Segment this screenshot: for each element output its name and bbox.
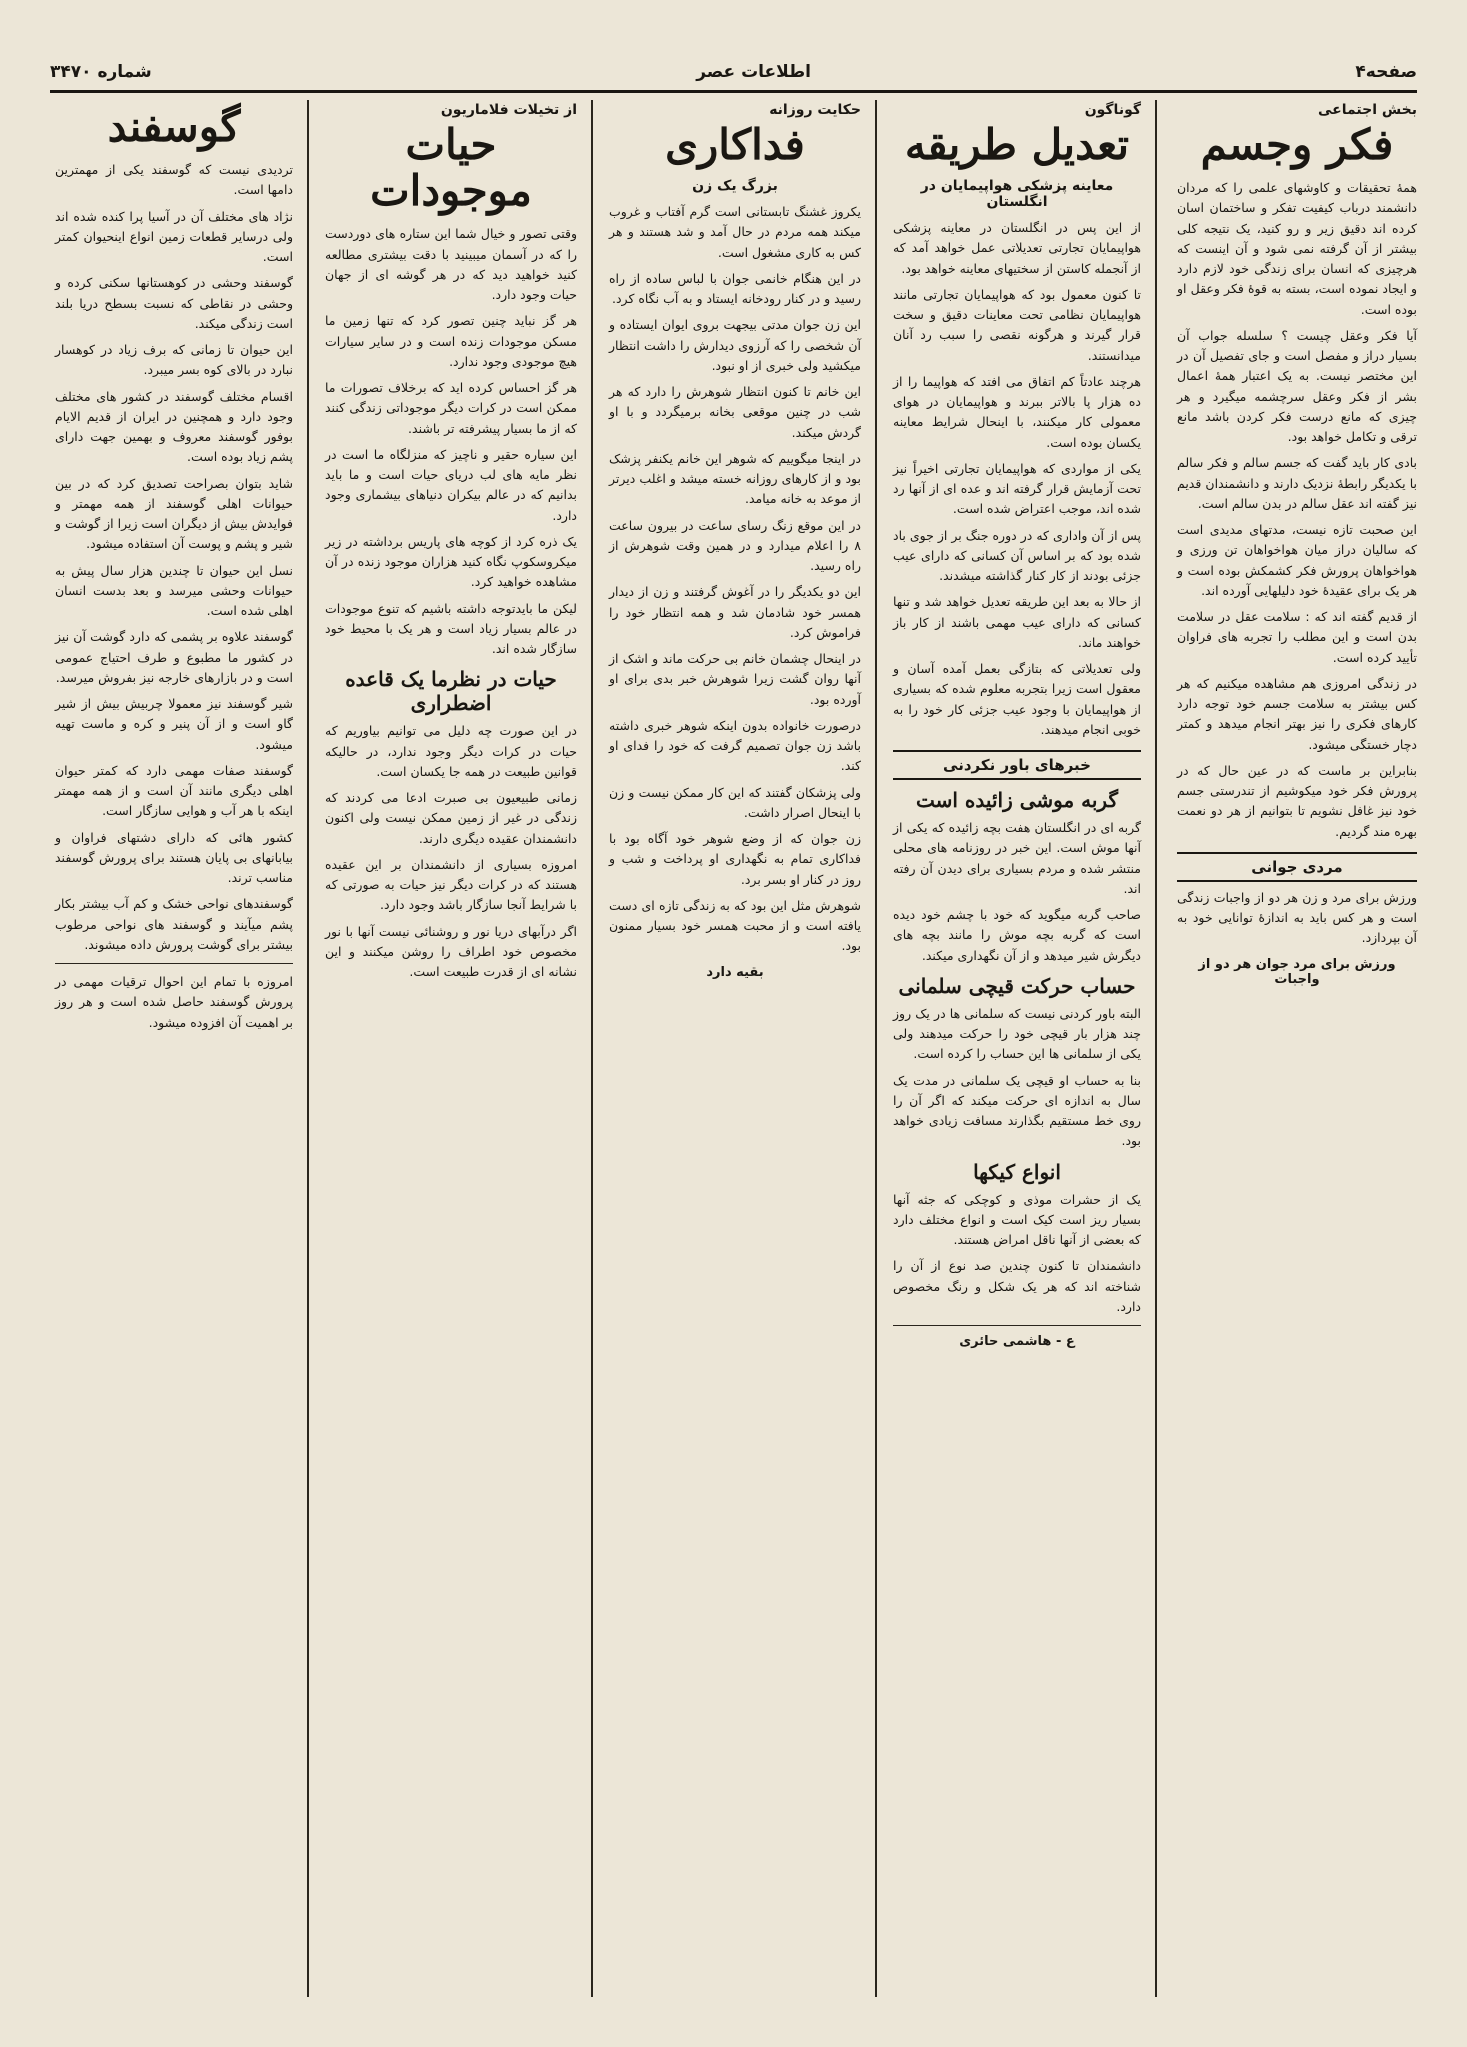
article-paragraph: شوهرش مثل این بود که به زندگی تازه ای دست یافته است و از محبت همسر خود بسیار ممنون بود. bbox=[609, 897, 861, 954]
article-headline: فداکاری bbox=[665, 120, 805, 169]
divider bbox=[893, 1325, 1141, 1326]
article-paragraph: در زندگی امروزی هم مشاهده میکنیم که هر کس بیشتر به سلامت جسم خود توجه دارد کارهای فکری را نیز بهتر انجام میدهد و کمتر دچار خستگی میشود. bbox=[1177, 675, 1417, 752]
article-paragraph: کشور هائی که دارای دشتهای فراوان و بیابانهای بی پایان هستند برای پرورش گوسفند مناسب ترند. bbox=[55, 829, 293, 886]
article-paragraph: صاحب گربه میگوید که خود با چشم خود دیده است که گربه بچه موش را مانند بچه های دیگرش شیر میدهد و از آن نگهداری میکند. bbox=[893, 907, 1141, 963]
article-paragraph: در این هنگام خانمی جوان با لباس ساده از راه رسید و در کنار رودخانه ایستاد و به آب نگاه کرد. bbox=[609, 270, 861, 307]
article-paragraph: بنا به حساب او قیچی یک سلمانی در مدت یک سال به اندازه ای حرکت میکند که اگر آن را روی خط مستقیم بگذارند مسافت زیادی خواهد بود. bbox=[893, 1072, 1141, 1149]
article-paragraph: امروزه با تمام این احوال ترقیات مهمی در پرورش گوسفند حاصل شده است و هر روز بر اهمیت آن افزوده میشود. bbox=[55, 974, 293, 1030]
article-paragraph: یکروز غشنگ تابستانی است گرم آفتاب و غروب میکند همه مردم در حال آمد و شد هستند و هر کس به کاری مشغول است. bbox=[609, 204, 861, 260]
column-kicker: بخش اجتماعی bbox=[1318, 102, 1417, 118]
article-paragraph: تا کنون معمول بود که هواپیمایان تجارتی مانند هواپیمایان نظامی تحت معاینات دقیق و سخت قرار گیرند و هرگونه نقصی را سبب رد آنان میدانستند. bbox=[893, 286, 1141, 363]
article-paragraph: زمانی طبیعیون بی صبرت ادعا می کردند که زندگی در غیر از زمین ممکن نیست ولی اکنون دانشمندان عقیده دیگری دارند. bbox=[325, 790, 577, 846]
article-paragraph: گوسفند وحشی در کوهستانها سکنی کرده و وحشی در نقاطی که نسبت بسطح دریا بلند است زندگی میکند. bbox=[55, 275, 293, 331]
article-paragraph: این صحبت تازه نیست، مدتهای مدیدی است که سالیان دراز میان هواخواهان تن ورزی و هواخواهان پرورش فکر کشمکش بوده است و هر یک برای عقیدهٔ خود دلیلهایی آورده اند. bbox=[1177, 522, 1417, 598]
article-subhead: معاینه پزشکی هواپیمایان در انگلستان bbox=[920, 178, 1114, 211]
article-paragraph: هرچند عادتاً کم اتفاق می افتد که هواپیما را از ده هزار پا بالاتر ببرند و هواپیمایان در هوای معمولی کار میکنند، با اینحال شرایط معاینه یکسان بوده است. bbox=[893, 373, 1141, 450]
article-paragraph: زن جوان که از وضع شوهر خود آگاه بود با فداکاری تمام به نگهداری او پرداخت و شب و روز در کنار او بسر برد. bbox=[609, 831, 861, 887]
article-paragraph: ورزش برای مرد و زن هر دو از واجبات زندگی است و هر کس باید به اندازهٔ توانایی خود به آن بپردازد. bbox=[1177, 889, 1417, 946]
article-paragraph: شاید بتوان بصراحت تصدیق کرد که در بین حیوانات اهلی گوسفند از همه مهمتر و فوایدش بیش از دیگران است زیرا از گوشت و شیر و پشم و پوست آن استفاده میشود. bbox=[55, 475, 293, 552]
article-paragraph: هر گز نباید چنین تصور کرد که تنها زمین ما مسکن موجودات زنده است و در سایر سیارات هیچ موجودی وجود ندارد. bbox=[325, 313, 577, 369]
continued-label: بقیه دارد bbox=[706, 964, 764, 980]
news-headline: گربه موشی زائیده است bbox=[916, 788, 1118, 813]
article-paragraph: این حیوان تا زمانی که برف زیاد در کوهسار نبارد در بالای کوه بسر میبرد. bbox=[55, 342, 293, 378]
article-paragraph: پس از آن واداری که در دوره جنگ بر از جوی باد شده بود که بر اساس آن کسانی که دارای عیب جزئی بودند از کار کنار گذاشته میشدند. bbox=[893, 527, 1141, 584]
article-paragraph: بادی کار باید گفت که جسم سالم و فکر سالم با یکدیگر رابطهٔ نزدیک دارند و دانشمندان قدیم نیز گفته اند عقل سالم در بدن سالم است. bbox=[1177, 455, 1417, 511]
article-paragraph: در این صورت چه دلیل می توانیم بیاوریم که حیات در کرات دیگر وجود ندارد، در حالیکه قوانین طبیعت در همه جا یکسان است. bbox=[325, 723, 577, 779]
article-headline: تعدیل طریقه bbox=[904, 120, 1130, 169]
author-signature: ع - هاشمی حائری bbox=[959, 1334, 1075, 1350]
news-headline: انواع کیکها bbox=[973, 1159, 1061, 1184]
masthead-rule bbox=[50, 90, 1417, 93]
issue-number: شماره ۳۴۷۰ bbox=[50, 62, 152, 82]
article-paragraph: نسل این حیوان تا چندین هزار سال پیش به حیوانات وحشی میرسد و بعد بدست انسان اهلی شده است. bbox=[55, 562, 293, 619]
news-headline: حساب حرکت قیچی سلمانی bbox=[898, 973, 1136, 998]
article-paragraph: امروزه بسیاری از دانشمندان بر این عقیده هستند که در کرات دیگر نیز حیات به صورتی که با شرایط آنجا سازگار باشد وجود دارد. bbox=[325, 856, 577, 913]
article-paragraph: یک از حشرات موذی و کوچکی که جثه آنها بسیار ریز است کیک است و انواع مختلف دارد که بعضی از آنها ناقل امراض هستند. bbox=[893, 1191, 1141, 1248]
article-paragraph: درصورت خانواده بدون اینکه شوهر خبری داشته باشد زن جوان تصمیم گرفت که خود را فدای او کند. bbox=[609, 717, 861, 774]
column-fadakari bbox=[599, 100, 871, 1997]
article-paragraph: در اینجا میگوییم که شوهر این خانم یکنفر پزشک بود و از کارهای روزانه خسته میشد و اغلب دیرتر از موعد به خانه میامد. bbox=[609, 450, 861, 507]
article-paragraph: در این موقع زنگ رسای ساعت در بیرون ساعت ۸ را اعلام میدارد و در همین وقت شوهرش از راه رسید. bbox=[609, 517, 861, 574]
article-paragraph: آیا فکر وعقل چیست ؟ سلسله جواب آن بسیار دراز و مفصل است و جای تفصیل آن در این مختصر نیست. به یک اعتبار همهٔ اعمال بشر از فکر وعقل سرچشمه میگیرد و هر چیزی که مانع درست فکر کردن باشد مانع ترقی و تکامل خواهد بود. bbox=[1177, 327, 1417, 445]
article-headline: فکر وجسم bbox=[1200, 120, 1394, 169]
article-headline: گوسفند bbox=[107, 102, 241, 151]
article-paragraph: گوسفند صفات مهمی دارد که کمتر حیوان اهلی دیگری مانند آن است و از همه مهمتر اینکه با هر آب و هوایی سازگار است. bbox=[55, 762, 293, 819]
section-title: مردی جوانی bbox=[1177, 852, 1417, 882]
divider bbox=[55, 963, 293, 964]
article-paragraph: لیکن ما بایدتوجه داشته باشیم که تنوع موجودات در عالم بسیار زیاد است و هر یک با محیط خود سازگار شده اند. bbox=[325, 600, 577, 657]
paper-name: اطلاعات عصر bbox=[696, 62, 811, 82]
column-divider bbox=[307, 100, 309, 1997]
article-paragraph: یکی از مواردی که هواپیمایان تجارتی اخیراً نیز تحت آزمایش قرار گرفته اند و عده ای از آنها رد شده اند، موجب اعتراض شده است. bbox=[893, 460, 1141, 517]
article-paragraph: وقتی تصور و خیال شما این ستاره های دوردست را که در آسمان میبینید با دقت بیشتری مطالعه کنید خواهید دید که در هر گوشه ای از جهان حیات وجود دارد. bbox=[325, 226, 577, 303]
article-paragraph: گربه ای در انگلستان هفت بچه زائیده که یکی از آنها موش است. این خبر در روزنامه های محلی منتشر شده و مردم بسیاری برای دیدن آن رفته اند. bbox=[893, 820, 1141, 896]
article-paragraph: دانشمندان تا کنون چندین صد نوع از آن را شناخته اند که هر یک شکل و رنگ مخصوص دارد. bbox=[893, 1258, 1141, 1314]
article-subheadline: حیات در نظرما یک قاعده اضطراری bbox=[345, 667, 557, 716]
column-fekr-va-jesm bbox=[1167, 100, 1427, 1997]
article-paragraph: نژاد های مختلف آن در آسیا پرا کنده شده اند ولی درسایر قطعات زمین انواع اینحیوان کمتر است. bbox=[55, 208, 293, 265]
article-paragraph: ولی تعدیلاتی که بتازگی بعمل آمده آسان و معقول است زیرا بتجربه معلوم شده که بسیاری از هواپیمایان با وجود عیب جزئی کار خود را به خوبی انجام میدهند. bbox=[893, 661, 1141, 737]
article-paragraph: البته باور کردنی نیست که سلمانی ها در یک روز چند هزار بار قیچی خود را حرکت میدهند ولی یکی از سلمانی ها این حساب را کرده است. bbox=[893, 1005, 1141, 1062]
masthead bbox=[50, 55, 1417, 89]
article-paragraph: این زن جوان مدتی بیجهت بروی ایوان ایستاده و آن شخصی را که آرزوی دیدارش را داشت انتظار میکشید ولی خبری از او نبود. bbox=[609, 317, 861, 373]
article-paragraph: ولی پزشکان گفتند که این کار ممکن نیست و زن با اینحال اصرار داشت. bbox=[609, 784, 861, 820]
article-paragraph: اگر درآبهای دریا نور و روشنائی نیست آنها با نور مخصوص خود اطراف را روشن میکنند و این نشانه ای از قدرت طبیعت است. bbox=[325, 923, 577, 980]
article-paragraph: از این پس در انگلستان در معاینه پزشکی هواپیمایان تجارتی تعدیلاتی عمل خواهد آمد که از آنجمله کاستن از سختیهای معاینه خواهد بود. bbox=[893, 220, 1141, 276]
article-paragraph: این دو یکدیگر را در آغوش گرفتند و زن از دیدار همسر خود شادمان شد و همه انتظار خود را فراموش کرد. bbox=[609, 584, 861, 640]
column-gusfand bbox=[45, 100, 303, 1997]
column-footer: ورزش برای مرد جوان هر دو از واجبات bbox=[1198, 956, 1396, 987]
article-paragraph: بنابراین بر ماست که در عین حال که در پرورش فکر خود میکوشیم از تندرستی جسم خود نیز غافل نشویم تا بتوانیم از هر دو نعمت بهره مند گردیم. bbox=[1177, 762, 1417, 839]
article-paragraph: هر گز احساس کرده اید که برخلاف تصورات ما ممکن است در کرات دیگر موجوداتی زندگی کنند که از ما بسیار پیشرفته تر باشند. bbox=[325, 380, 577, 436]
article-paragraph: این سیاره حقیر و ناچیز که منزلگاه ما است در نظر مایه های لب دریای حیات است و ما باید بدانیم که در عالم بیکران دنیاهای بیشماری وجود دارد. bbox=[325, 446, 577, 523]
article-paragraph: این خانم تا کنون انتظار شوهرش را دارد که هر شب در چنین موقعی بخانه برمیگردد و با او گردش میکند. bbox=[609, 384, 861, 440]
page-label: صفحه۴ bbox=[1355, 62, 1417, 82]
article-paragraph: تردیدی نیست که گوسفند یکی از مهمترین دامها است. bbox=[55, 162, 293, 198]
article-subhead: بزرگ یک زن bbox=[692, 178, 778, 195]
article-paragraph: از قدیم گفته اند که : سلامت عقل در سلامت بدن است و این مطلب را تجربه های فراوان تأیید کرده است. bbox=[1177, 609, 1417, 665]
article-paragraph: یک ذره کرد از کوچه های پاریس برداشته در زیر میکروسکوپ نگاه کنید هزاران موجود زنده در آن مشاهده خواهید کرد. bbox=[325, 533, 577, 590]
article-paragraph: گوسفند علاوه بر پشمی که دارد گوشت آن نیز در کشور ما مطبوع و طرف احتیاج عمومی است و در بازارهای خارجه نیز بفروش میرسد. bbox=[55, 629, 293, 685]
article-paragraph: از حالا به بعد این طریقه تعدیل خواهد شد و تنها کسانی که دارای عیب مهمی باشند از کار باز خواهند ماند. bbox=[893, 594, 1141, 650]
article-headline: حیات موجودات bbox=[370, 120, 532, 216]
article-paragraph: شیر گوسفند نیز معمولا چربیش بیش از شیر گاو است و از آن پنیر و کره و ماست تهیه میشود. bbox=[55, 696, 293, 752]
column-tadil-tarighe bbox=[883, 100, 1151, 1997]
article-paragraph: گوسفندهای نواحی خشک و کم آب بیشتر بکار پشم میآیند و گوسفند های نواحی مرطوب بیشتر برای گوشت پرورش داده میشوند. bbox=[55, 896, 293, 952]
column-divider bbox=[591, 100, 593, 1997]
column-hayat-mojudat bbox=[315, 100, 587, 1997]
article-paragraph: همهٔ تحقیقات و کاوشهای علمی را که مردان دانشمند درباب کیفیت تفکر و ساختمان اسان کرده اند دقیق زیر و رو کنید، یک نتیجه کلی بیشتر از آن گرفته نمی شود و آن اینست که هرچیزی که انسان برای زندگی خود لازم دارد و ایجاد نموده است، بسته به قوهٔ فکر وعقل او بوده است. bbox=[1177, 180, 1417, 317]
column-kicker: گوناگون bbox=[1084, 102, 1141, 118]
article-paragraph: اقسام مختلف گوسفند در کشور های مختلف وجود دارد و همچنین در ایران از قدیم الایام بوفور گوسفند معروف و بهمین جهت دارای پشم زیاد بوده است. bbox=[55, 388, 293, 465]
section-title: خبرهای باور نکردنی bbox=[893, 750, 1141, 780]
column-kicker: از تخیلات فلاماریون bbox=[440, 102, 577, 118]
article-paragraph: در اینحال چشمان خانم بی حرکت ماند و اشک از آنها روان گشت زیرا شوهرش خبر بدی برای او آورده بود. bbox=[609, 651, 861, 707]
column-divider bbox=[1155, 100, 1157, 1997]
column-divider bbox=[875, 100, 877, 1997]
column-kicker: حکایت روزانه bbox=[769, 102, 861, 118]
